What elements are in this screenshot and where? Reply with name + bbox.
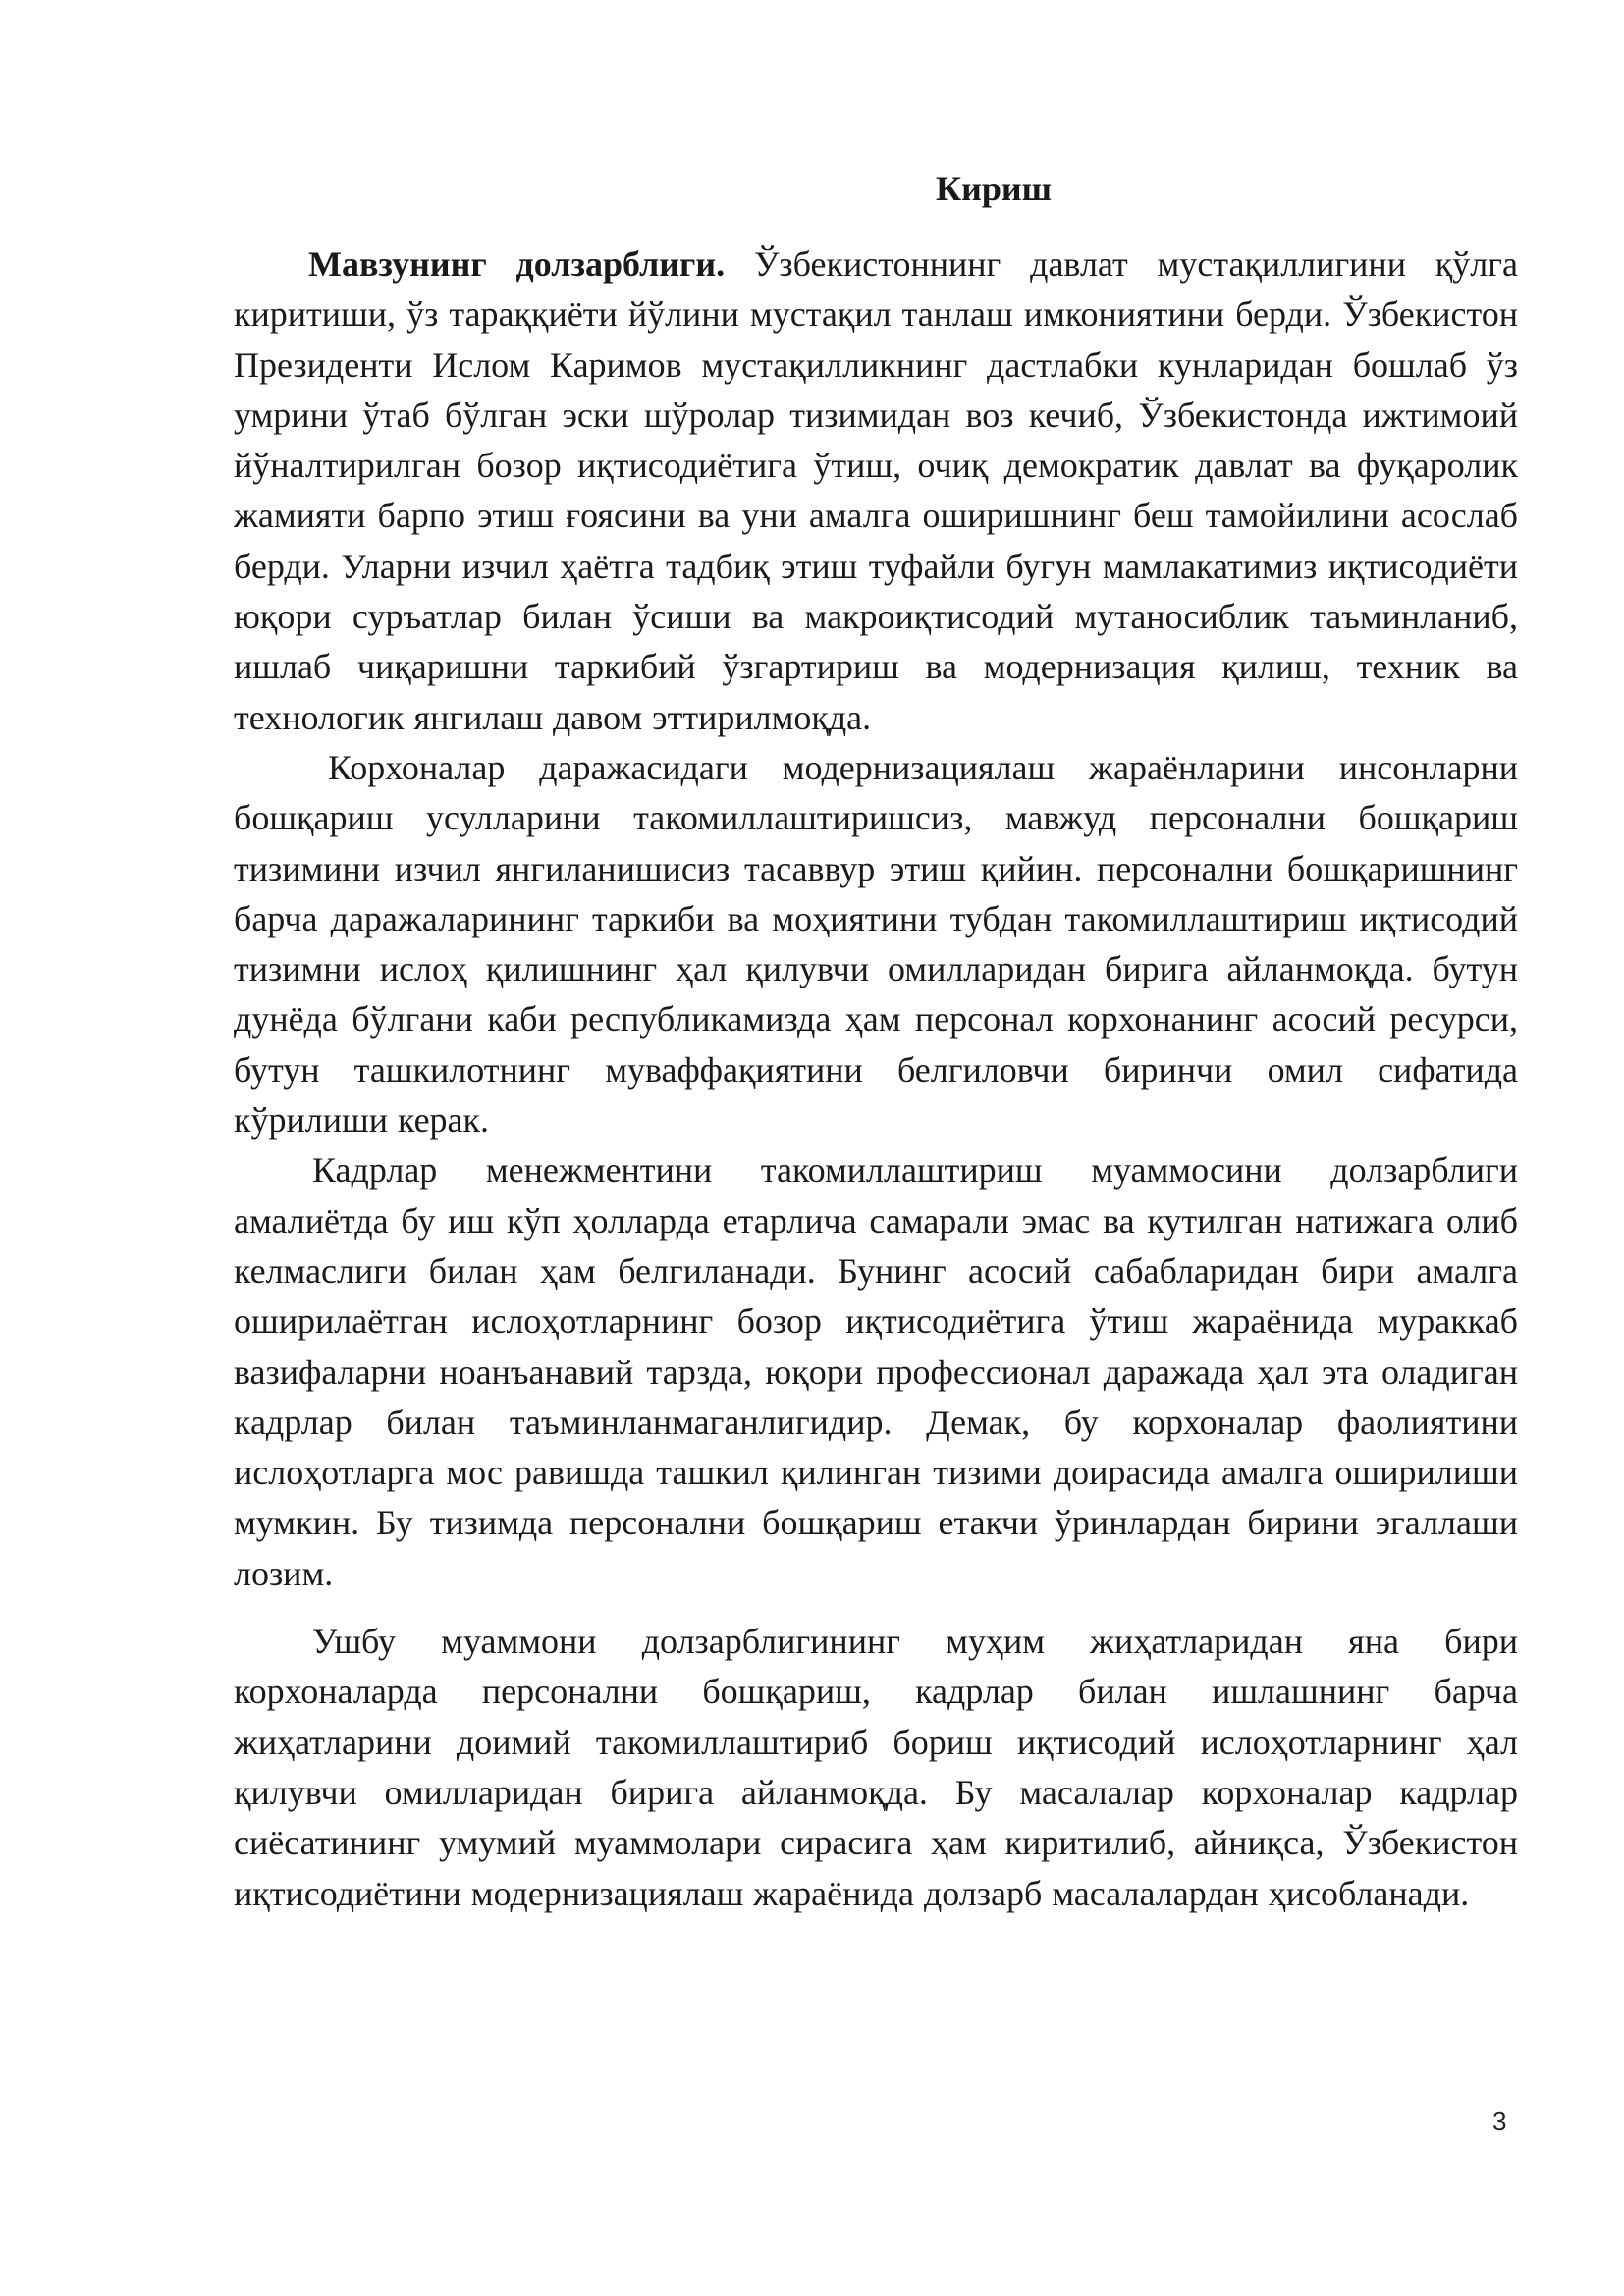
paragraph-lead-heading: Мавзунинг долзарблиги. xyxy=(308,244,726,284)
paragraph-text: Ўзбекистоннинг давлат мустақиллигини қўлга киритиши, ўз тараққиёти йўлини мустақил танлаш имкониятини берди. Ўзбекистон Президенти Ислом Каримов мустақилликнинг дастлабки кунларидан бошлаб ўз умрини ўтаб бўлган эски шўролар тизимидан воз кечиб, Ўзбекистонда ижтимоий йўналтирилган бозор иқтисодиётига ўтиш, очиқ демократик давлат ва фуқаролик жамияти барпо этиш ғоясини ва уни амалга оширишнинг беш тамойилини асослаб берди. Уларни изчил ҳаётга тадбиқ этиш туфайли бугун мамлакатимиз иқтисодиёти юқори суръатлар билан ўсиши ва макроиқтисодий мутаносиблик таъминланиб, ишлаб чиқаришни таркибий ўзгартириш ва модернизация қилиш, техник ва технологик янгилаш давом эттирилмоқда. xyxy=(234,244,1518,737)
page-title: Кириш xyxy=(935,169,1052,208)
paragraph-relevance xyxy=(234,240,1518,743)
document-body xyxy=(234,240,1518,1919)
paragraph-personnel-management: Кадрлар менежментини такомиллаштириш муаммосини долзарблиги амалиётда бу иш кўп ҳолларда етарлича самарали эмас ва кутилган натижага олиб келмаслиги билан ҳам белгиланади. Бунинг асосий сабабларидан бири амалга оширилаётган ислоҳотларнинг бозор иқтисодиётига ўтиш жараёнида мураккаб вазифаларни ноанъанавий тарзда, юқори профессионал даражада ҳал эта оладиган кадрлар билан таъминланмаганлигидир. Демак, бу корхоналар фаолиятини ислоҳотларга мос равишда ташкил қилинган тизими доирасида амалга оширилиши мумкин. Бу тизимда персонални бошқариш етакчи ўринлардан бирини эгаллаши лозим. xyxy=(234,1150,1518,1593)
page-number: 3 xyxy=(1492,2107,1507,2136)
paragraph-problem-aspects: Ушбу муаммони долзарблигининг муҳим жиҳатларидан яна бири корхоналарда персонални бошқариш, кадрлар билан ишлашнинг барча жиҳатларини доимий такомиллаштириб бориш иқтисодий ислоҳотларнинг ҳал қилувчи омилларидан бирига айланмоқда. Бу масалалар корхоналар кадрлар сиёсатининг умумий муаммолари сирасига ҳам киритилиб, айниқса, Ўзбекистон иқтисодиётини модернизациялаш жараёнида долзарб масалалардан ҳисобланади. xyxy=(234,1622,1518,1913)
paragraph-modernization: Корхоналар даражасидаги модернизациялаш жараёнларини инсонларни бошқариш усулларини такомиллаштиришсиз, мавжуд персонални бошқариш тизимини изчил янгиланишисиз тасаввур этиш қийин. персонални бошқаришнинг барча даражаларининг таркиби ва моҳиятини тубдан такомиллаштириш иқтисодий тизимни ислоҳ қилишнинг ҳал қилувчи омилларидан бирига айланмоқда. бутун дунёда бўлгани каби республикамизда ҳам персонал корхонанинг асосий ресурси, бутун ташкилотнинг муваффақиятини белгиловчи биринчи омил сифатида кўрилиши керак. xyxy=(234,747,1518,1141)
